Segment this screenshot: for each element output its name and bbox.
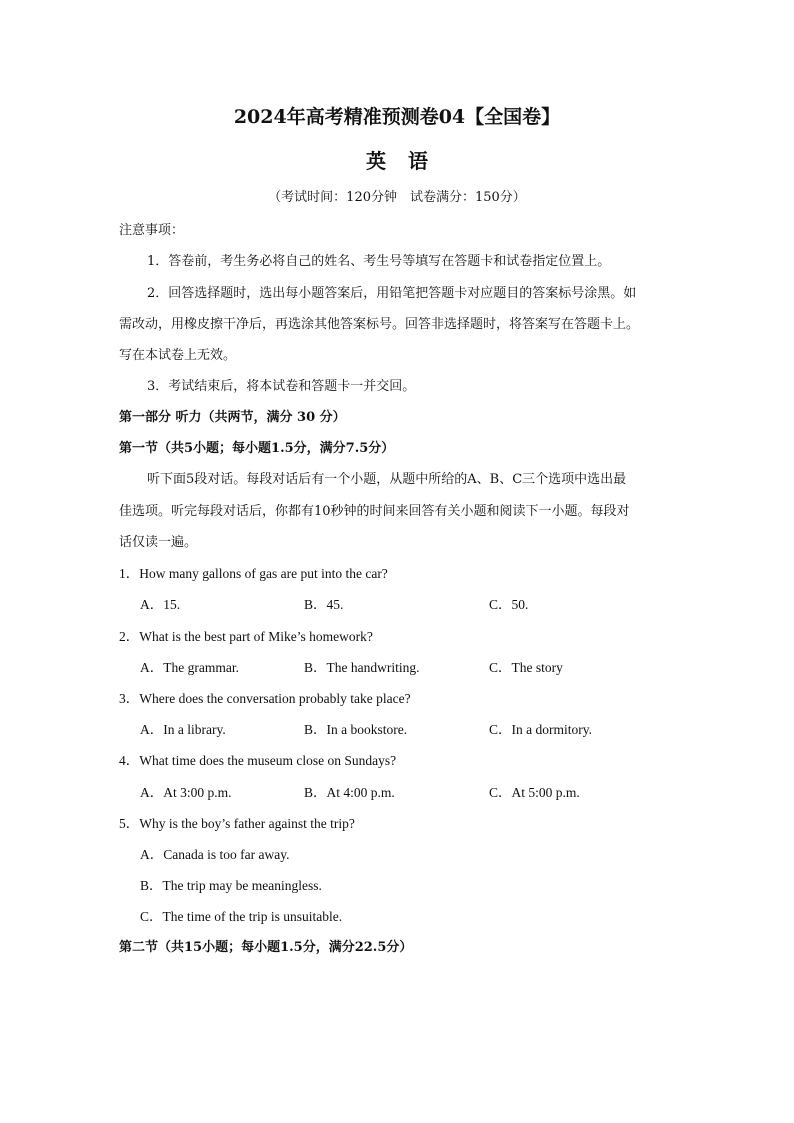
note-item-2-line-3: 写在本试卷上无效。 — [119, 348, 237, 363]
exam-title: 2024年高考精准预测卷04【全国卷】 — [233, 106, 561, 128]
section1-heading: 第一节（共5小题；每小题1.5分，满分7.5分） — [119, 441, 395, 456]
option-a: A．15. — [140, 597, 181, 612]
exam-info: （考试时间：120分钟 试卷满分：150分） — [268, 190, 526, 205]
notes-heading: 注意事项： — [119, 223, 185, 238]
option-b: B．45. — [304, 597, 344, 612]
note-item-2-line-2: 需改动，用橡皮擦干净后，再选涂其他答案标号。回答非选择题时，将答案写在答题卡上。 — [119, 317, 640, 332]
question-stem: 3．Where does the conversation probably take place? — [119, 691, 411, 706]
section2-heading: 第二节（共15小题；每小题1.5分，满分22.5分） — [119, 940, 413, 955]
option-a: A．The grammar. — [140, 660, 239, 675]
option-c: C．The time of the trip is unsuitable. — [140, 909, 343, 924]
note-item-1: 1．答卷前，考生务必将自己的姓名、考生号等填写在答题卡和试卷指定位置上。 — [147, 254, 611, 269]
question-stem: 4．What time does the museum close on Sundays? — [119, 753, 397, 768]
note-item-2-line-1: 2．回答选择题时，选出每小题答案后，用铅笔把答题卡对应题目的答案标号涂黑。如 — [147, 286, 637, 301]
option-a: A．At 3:00 p.m. — [140, 785, 232, 800]
question-stem: 1．How many gallons of gas are put into the car? — [119, 566, 388, 581]
option-a: A．In a library. — [140, 722, 226, 737]
option-b: B．At 4:00 p.m. — [304, 785, 395, 800]
instructions-line-2: 佳选项。听完每段对话后，你都有10秒钟的时间来回答有关小题和阅读下一小题。每段对 — [119, 504, 630, 519]
option-c: C．50. — [489, 597, 529, 612]
note-item-3: 3．考试结束后，将本试卷和答题卡一并交回。 — [147, 379, 416, 394]
subject-heading: 英语 — [366, 149, 450, 173]
question-stem: 5．Why is the boy’s father against the trip? — [119, 816, 355, 831]
instructions-line-1: 听下面5段对话。每段对话后有一个小题，从题中所给的A、B、C三个选项中选出最 — [147, 472, 627, 487]
question-stem: 2．What is the best part of Mike’s homework? — [119, 629, 373, 644]
option-b: B．The handwriting. — [304, 660, 420, 675]
part1-heading: 第一部分 听力（共两节，满分 30 分） — [119, 410, 346, 425]
option-c: C．In a dormitory. — [489, 722, 592, 737]
instructions-line-3: 话仅读一遍。 — [119, 535, 198, 550]
option-b: B．The trip may be meaningless. — [140, 878, 322, 893]
option-a: A．Canada is too far away. — [140, 847, 290, 862]
option-b: B．In a bookstore. — [304, 722, 408, 737]
option-c: C．The story — [489, 660, 563, 675]
option-c: C．At 5:00 p.m. — [489, 785, 580, 800]
